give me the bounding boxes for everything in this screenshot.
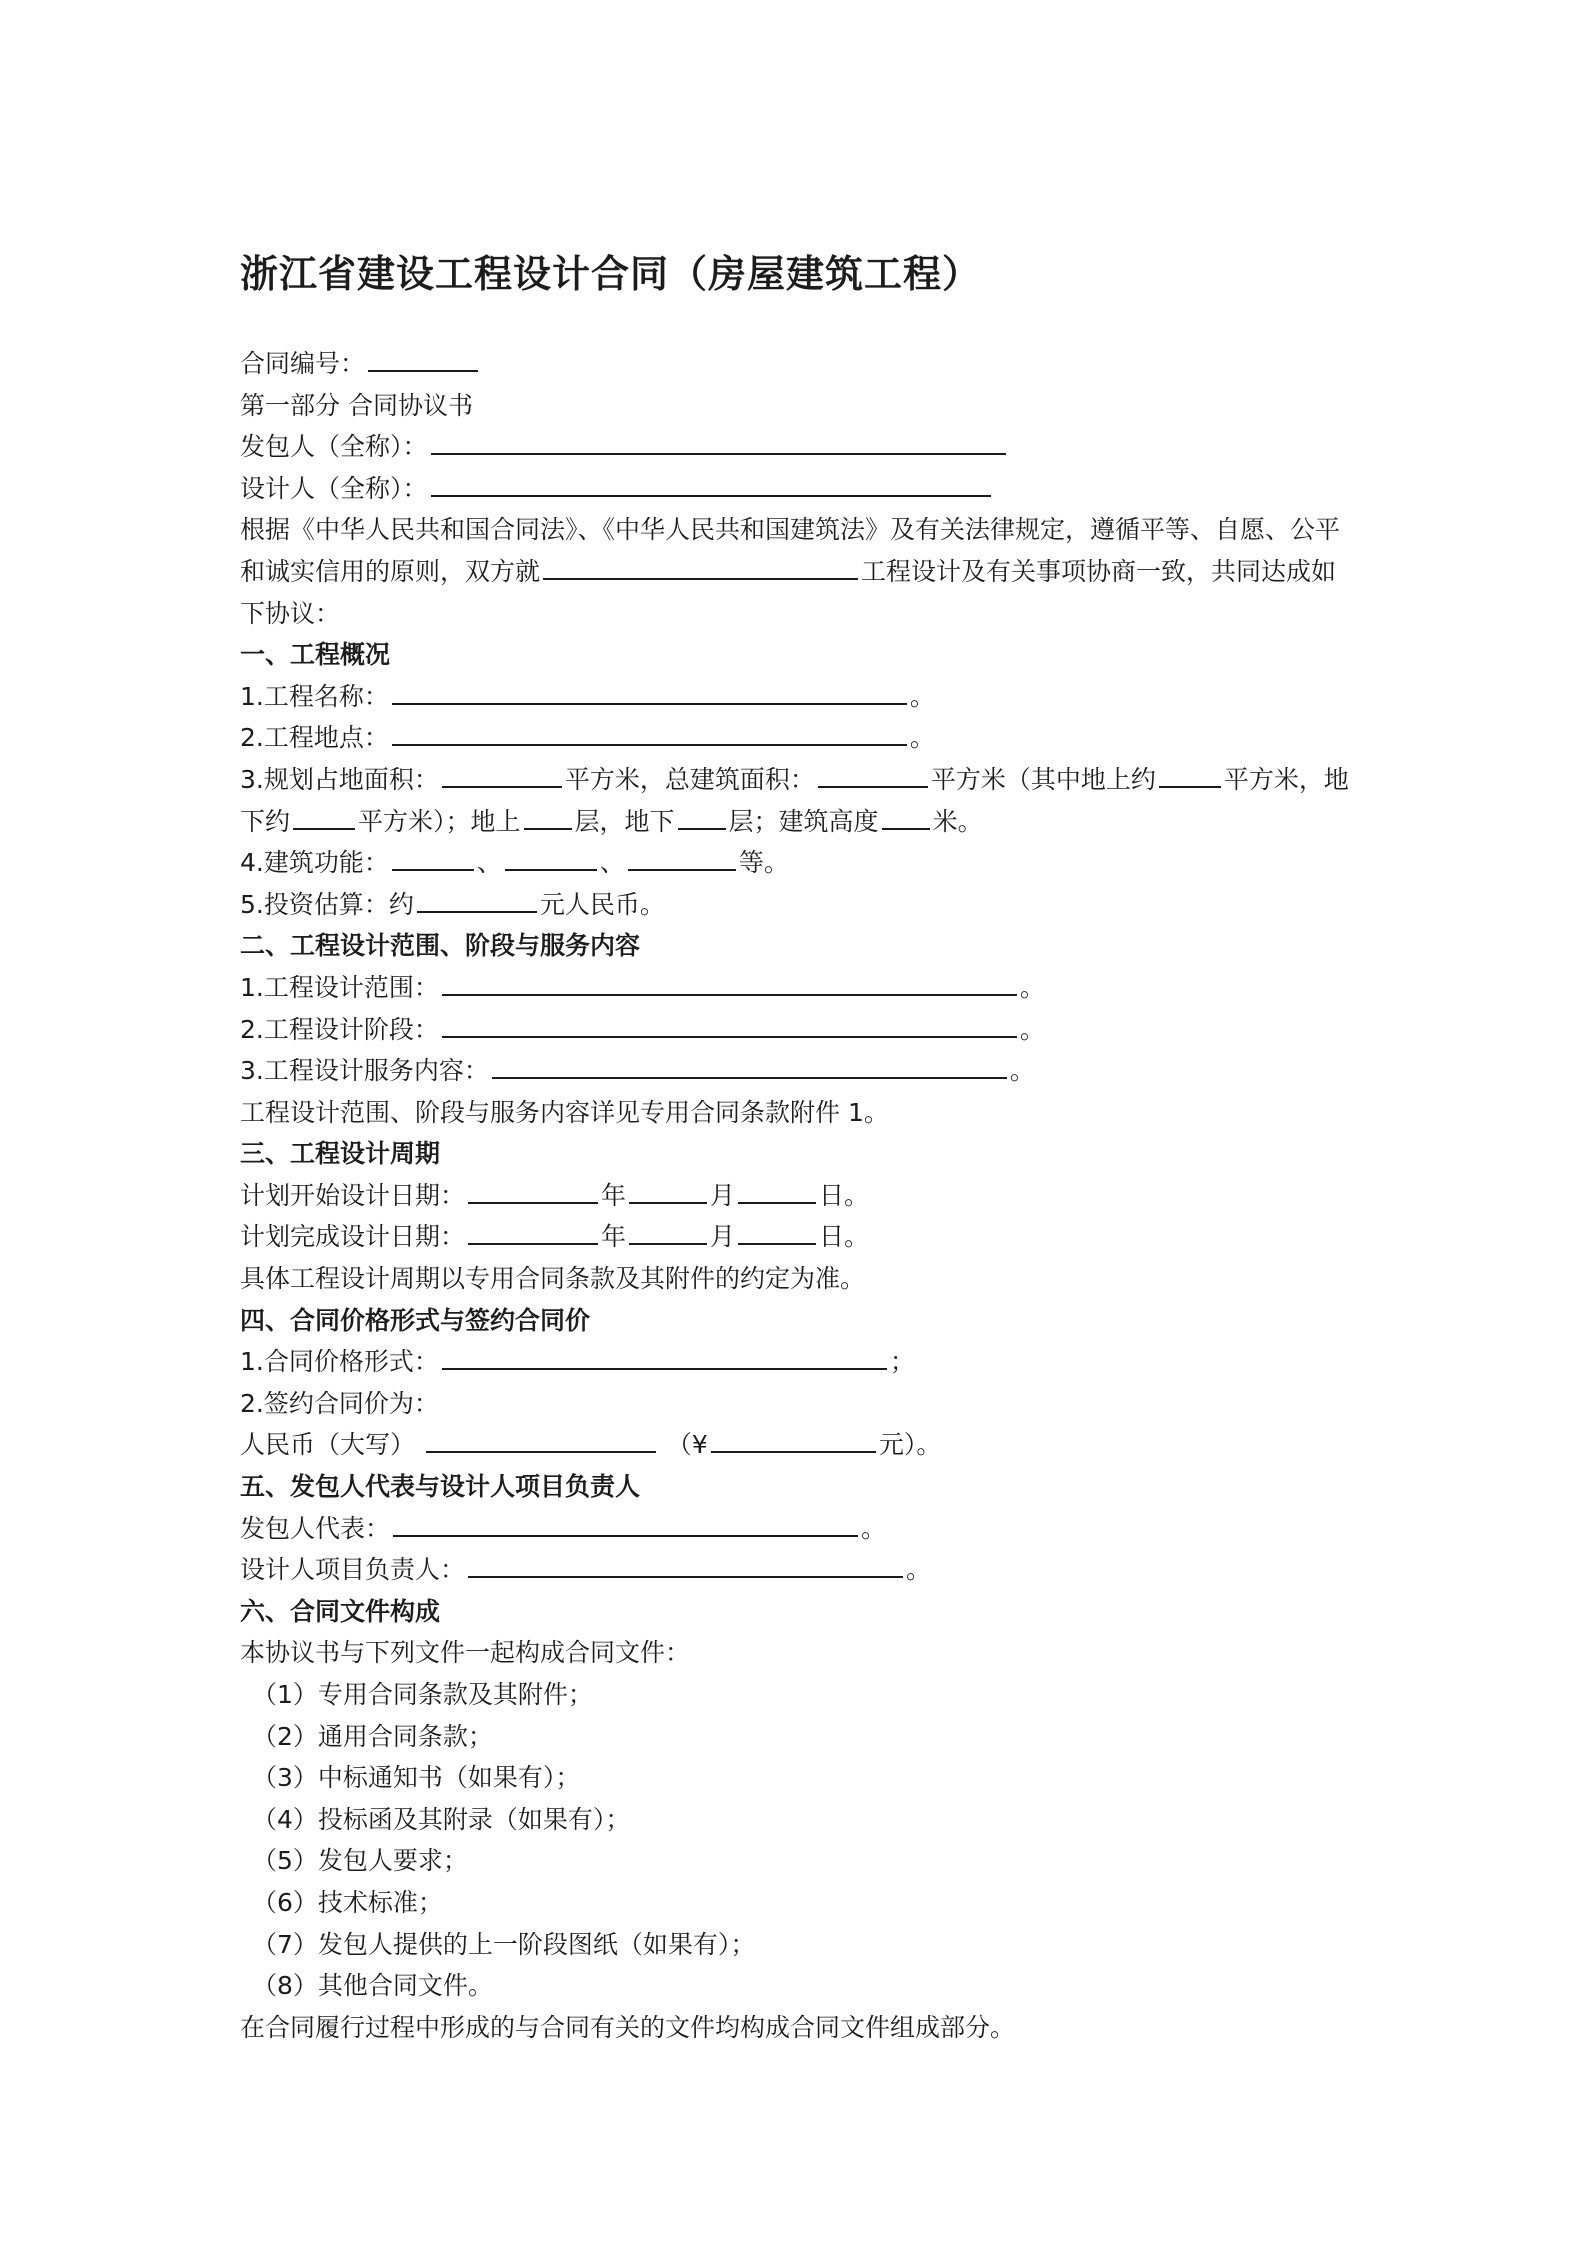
above-ground-label: 平方米（其中地上约 bbox=[930, 764, 1156, 794]
total-area-label: 平方米，总建筑面积： bbox=[564, 764, 815, 794]
semicolon: ； bbox=[889, 1347, 915, 1377]
preamble-text-a: 根据《中华人民共和国合同法》、《中华人民共和国建筑法》及有关法律规定，遵循平等、自愿、公平和诚实信用的原则，双方就 bbox=[240, 515, 1341, 586]
separator: 、 bbox=[476, 848, 502, 878]
design-scope-line bbox=[240, 967, 1360, 1009]
project-name-label: 1.工程名称： bbox=[240, 681, 389, 711]
design-scope-field[interactable] bbox=[442, 967, 1017, 996]
section-3-heading: 三、工程设计周期 bbox=[240, 1139, 441, 1169]
preamble-paragraph bbox=[240, 509, 1360, 634]
floors-above-field[interactable] bbox=[524, 801, 572, 830]
part-one-heading: 第一部分 合同协议书 bbox=[240, 390, 473, 420]
contract-number-label: 合同编号： bbox=[240, 349, 366, 378]
floors-above-label: 平方米）；地上 bbox=[358, 806, 521, 836]
design-stage-line bbox=[240, 1009, 1360, 1051]
investment-line bbox=[240, 884, 1360, 926]
list-item: （2）通用合同条款； bbox=[252, 1721, 493, 1751]
list-item: （1）专用合同条款及其附件； bbox=[252, 1680, 593, 1709]
section-6-heading: 六、合同文件构成 bbox=[240, 1596, 441, 1626]
project-name-field[interactable] bbox=[543, 551, 858, 580]
design-service-line bbox=[240, 1050, 1360, 1092]
period: 。 bbox=[1009, 1056, 1035, 1086]
height-field[interactable] bbox=[882, 801, 930, 830]
design-service-field[interactable] bbox=[492, 1050, 1007, 1079]
area-paragraph bbox=[240, 759, 1360, 842]
section-2-heading: 二、工程设计范围、阶段与服务内容 bbox=[240, 931, 641, 961]
year-label: 年 bbox=[601, 1180, 627, 1210]
designer-pm-field[interactable] bbox=[468, 1549, 903, 1578]
section-5-heading: 五、发包人代表与设计人项目负责人 bbox=[240, 1472, 641, 1502]
contract-price-label: 2.签约合同价为： bbox=[240, 1388, 439, 1418]
day-label: 日。 bbox=[819, 1222, 870, 1252]
day-label: 日。 bbox=[819, 1180, 870, 1210]
period: 。 bbox=[1019, 972, 1045, 1002]
start-month-field[interactable] bbox=[629, 1175, 707, 1204]
section-2-note: 工程设计范围、阶段与服务内容详见专用合同条款附件 1。 bbox=[240, 1097, 889, 1127]
period: 。 bbox=[861, 1513, 887, 1543]
employer-label: 发包人（全称）： bbox=[240, 432, 428, 462]
designer-name-field[interactable] bbox=[431, 468, 991, 497]
design-service-label: 3.工程设计服务内容： bbox=[240, 1056, 489, 1086]
list-item: （5）发包人要求； bbox=[252, 1846, 468, 1876]
finish-year-field[interactable] bbox=[468, 1216, 598, 1245]
total-area-field[interactable] bbox=[818, 759, 928, 788]
design-scope-label: 1.工程设计范围： bbox=[240, 972, 439, 1002]
designer-line bbox=[240, 468, 1360, 510]
month-label: 月 bbox=[710, 1180, 736, 1210]
investment-unit: 元人民币。 bbox=[539, 889, 665, 919]
function-field-2[interactable] bbox=[505, 842, 597, 871]
function-label: 4.建筑功能： bbox=[240, 848, 389, 878]
designer-pm-label: 设计人项目负责人： bbox=[240, 1555, 466, 1585]
below-ground-label: 平方米，地下约 bbox=[240, 764, 1349, 836]
employer-rep-field[interactable] bbox=[393, 1508, 858, 1537]
list-item: （8）其他合同文件。 bbox=[252, 1971, 493, 2001]
design-stage-label: 2.工程设计阶段： bbox=[240, 1014, 439, 1044]
investment-field[interactable] bbox=[417, 884, 537, 913]
period: 。 bbox=[909, 723, 935, 753]
rmb-words-label: 人民币（大写） bbox=[240, 1430, 416, 1460]
rmb-line bbox=[240, 1424, 1360, 1466]
section-4-heading: 四、合同价格形式与签约合同价 bbox=[240, 1305, 591, 1335]
function-end: 等。 bbox=[738, 848, 789, 878]
employer-rep-line bbox=[240, 1508, 1360, 1550]
list-item: （7）发包人提供的上一阶段图纸（如果有）； bbox=[252, 1929, 756, 1959]
start-date-label: 计划开始设计日期： bbox=[240, 1180, 466, 1210]
height-unit: 米。 bbox=[932, 806, 983, 836]
section-6-intro: 本协议书与下列文件一起构成合同文件： bbox=[240, 1638, 691, 1668]
period: 。 bbox=[909, 681, 935, 711]
section-1-heading: 一、工程概况 bbox=[240, 640, 391, 670]
employer-line bbox=[240, 426, 1360, 468]
year-label: 年 bbox=[601, 1222, 627, 1252]
employer-name-field[interactable] bbox=[431, 426, 1006, 455]
separator: 、 bbox=[599, 848, 625, 878]
project-site-field[interactable] bbox=[392, 717, 907, 746]
design-stage-field[interactable] bbox=[442, 1009, 1017, 1038]
designer-label: 设计人（全称）： bbox=[240, 473, 428, 503]
section-6-closing: 在合同履行过程中形成的与合同有关的文件均构成合同文件组成部分。 bbox=[240, 2012, 1016, 2042]
height-label: 层；建筑高度 bbox=[728, 806, 879, 836]
month-label: 月 bbox=[710, 1222, 736, 1252]
function-line bbox=[240, 842, 1360, 884]
rmb-words-field[interactable] bbox=[426, 1424, 656, 1453]
yen-close: 元）。 bbox=[878, 1430, 942, 1460]
price-form-label: 1.合同价格形式： bbox=[240, 1347, 439, 1377]
list-item: （6）技术标准； bbox=[252, 1887, 443, 1917]
function-field-1[interactable] bbox=[392, 842, 474, 871]
document-title: 浙江省建设工程设计合同（房屋建筑工程） bbox=[240, 252, 982, 296]
project-site-label: 2.工程地点： bbox=[240, 723, 389, 753]
floors-below-field[interactable] bbox=[678, 801, 726, 830]
finish-day-field[interactable] bbox=[738, 1216, 816, 1245]
designer-pm-line bbox=[240, 1549, 1360, 1591]
below-ground-area-field[interactable] bbox=[293, 801, 355, 830]
finish-date-line bbox=[240, 1216, 1360, 1258]
employer-rep-label: 发包人代表： bbox=[240, 1513, 391, 1543]
project-name-line bbox=[240, 676, 1360, 718]
land-area-field[interactable] bbox=[442, 759, 562, 788]
project-title-field[interactable] bbox=[392, 676, 907, 705]
list-item: （3）中标通知书（如果有）； bbox=[252, 1763, 581, 1793]
above-ground-area-field[interactable] bbox=[1159, 759, 1221, 788]
start-day-field[interactable] bbox=[738, 1175, 816, 1204]
land-area-label: 3.规划占地面积： bbox=[240, 764, 439, 794]
period: 。 bbox=[1019, 1014, 1045, 1044]
rmb-figures-field[interactable] bbox=[711, 1424, 876, 1453]
contract-number-line bbox=[240, 343, 1360, 385]
start-date-line bbox=[240, 1175, 1360, 1217]
project-site-line bbox=[240, 717, 1360, 759]
investment-label: 5.投资估算：约 bbox=[240, 889, 414, 919]
section-3-note: 具体工程设计周期以专用合同条款及其附件的约定为准。 bbox=[240, 1264, 866, 1294]
yen-open: （¥ bbox=[666, 1430, 708, 1460]
agreement-body bbox=[240, 343, 1360, 2048]
list-item: （4）投标函及其附录（如果有）； bbox=[252, 1804, 631, 1834]
function-field-3[interactable] bbox=[628, 842, 736, 871]
floors-below-label: 层，地下 bbox=[574, 806, 675, 836]
preamble-text-b: 工程设计及有关事项协商一致，共同达成如下协议： bbox=[240, 556, 1337, 628]
period: 。 bbox=[906, 1555, 932, 1585]
finish-date-label: 计划完成设计日期： bbox=[240, 1222, 466, 1252]
contract-number-field[interactable] bbox=[368, 343, 478, 372]
start-year-field[interactable] bbox=[468, 1175, 598, 1204]
price-form-line bbox=[240, 1341, 1360, 1383]
price-form-field[interactable] bbox=[442, 1341, 887, 1370]
finish-month-field[interactable] bbox=[629, 1216, 707, 1245]
